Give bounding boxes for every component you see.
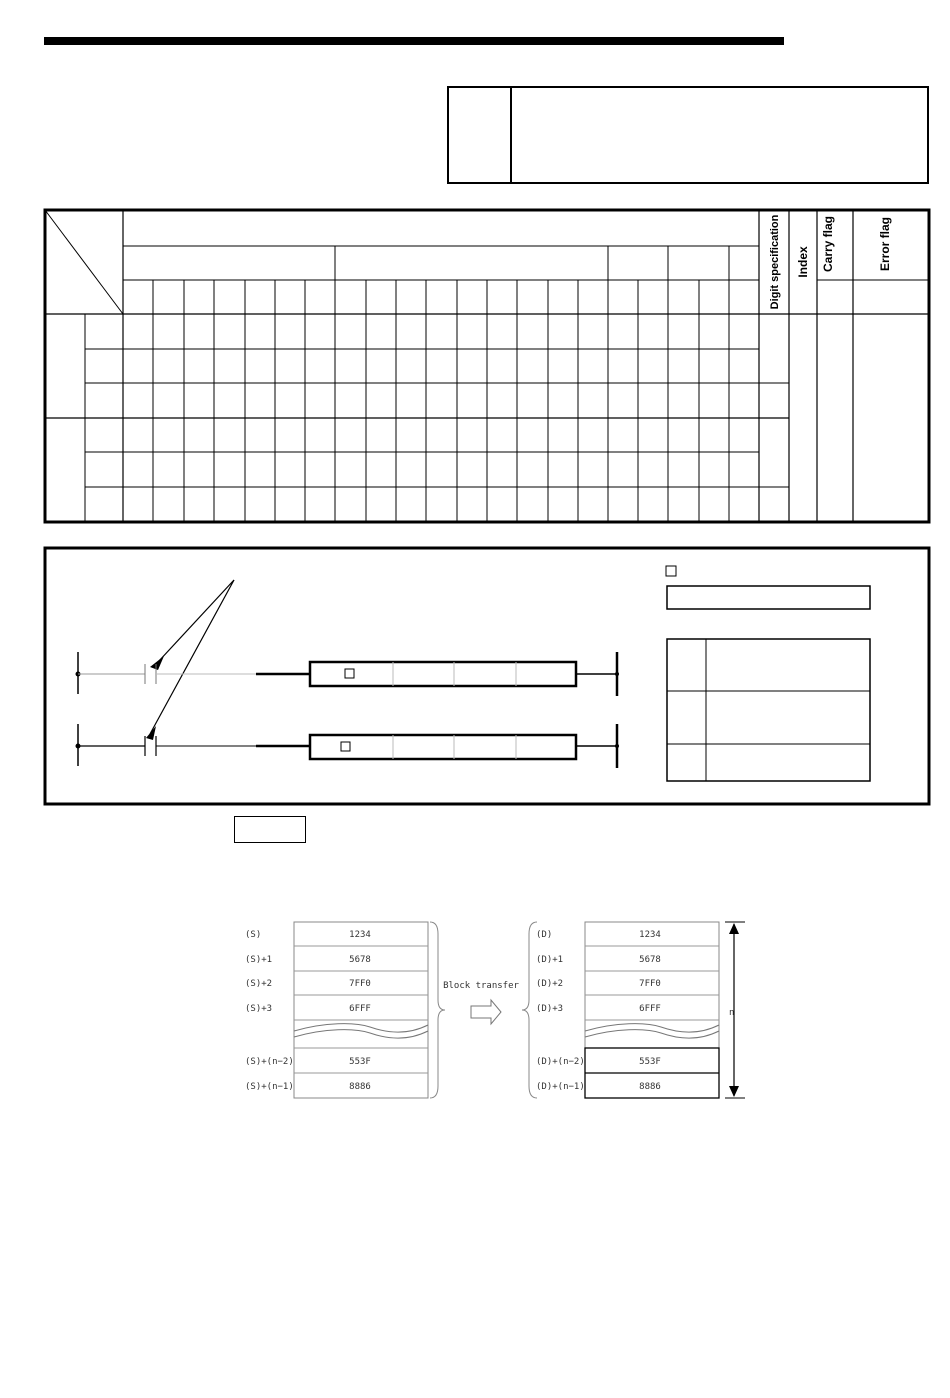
- source-label-0: (S): [245, 930, 262, 940]
- source-value-4: 553F: [349, 1057, 371, 1067]
- header-error-flag: Error flag: [878, 216, 892, 272]
- dest-value-2: 7FF0: [639, 979, 661, 989]
- dest-label-4: (D)+(n−2): [536, 1057, 585, 1067]
- dest-label-1: (D)+1: [536, 955, 564, 965]
- source-label-2: (S)+2: [245, 979, 273, 989]
- dest-value-0: 1234: [639, 930, 661, 940]
- source-label-4: (S)+(n−2): [245, 1057, 294, 1067]
- dest-value-1: 5678: [639, 955, 661, 965]
- header-carry-flag: Carry flag: [821, 215, 835, 273]
- source-brace: [430, 922, 445, 1098]
- source-value-3: 6FFF: [349, 1004, 371, 1014]
- dest-label-5: (D)+(n−1): [536, 1082, 585, 1092]
- transfer-arrow-icon: [471, 1000, 501, 1024]
- source-label-5: (S)+(n−1): [245, 1082, 294, 1092]
- source-value-2: 7FF0: [349, 979, 371, 989]
- dest-label-3: (D)+3: [536, 1004, 564, 1014]
- length-dimension-arrow: [725, 922, 745, 1098]
- source-value-5: 8886: [349, 1082, 371, 1092]
- source-value-0: 1234: [349, 930, 371, 940]
- source-label-3: (S)+3: [245, 1004, 273, 1014]
- dest-label-2: (D)+2: [536, 979, 564, 989]
- dest-value-5: 8886: [639, 1082, 661, 1092]
- block-transfer-label: Block transfer: [443, 981, 519, 991]
- source-label-1: (S)+1: [245, 955, 273, 965]
- source-value-1: 5678: [349, 955, 371, 965]
- header-digit-specification: Digit specification: [769, 214, 781, 310]
- dest-label-0: (D): [536, 930, 553, 940]
- dest-value-3: 6FFF: [639, 1004, 661, 1014]
- length-label: n: [729, 1008, 735, 1018]
- header-index: Index: [796, 246, 810, 278]
- dest-value-4: 553F: [639, 1057, 661, 1067]
- dest-brace: [522, 922, 537, 1098]
